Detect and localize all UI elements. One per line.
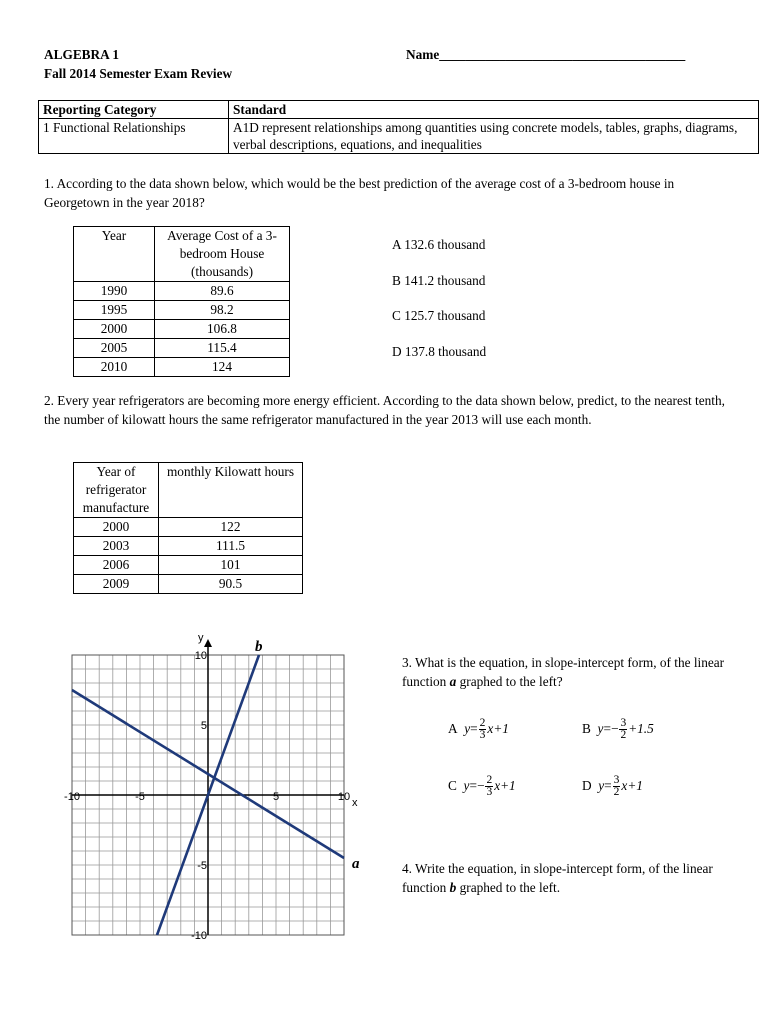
table-row [74, 463, 303, 518]
question-2-text: 2. Every year refrigerators are becoming more energy efficient. According to the data shown below, predict, to the nearest tenth, the number of kilowatt hours the same refrigerator manufactured in the year 2013 will use each month. [44, 393, 725, 427]
table-cell: 124 [155, 358, 290, 377]
x-tick-label: -5 [135, 791, 145, 803]
question-3-text [402, 654, 742, 691]
table-cell: 106.8 [155, 320, 290, 339]
q4-text-post: graphed to the left. [456, 879, 561, 895]
table-row [39, 101, 759, 119]
q3-choice-a [448, 716, 509, 742]
choice-eq: = [470, 721, 478, 736]
denominator: 3 [486, 786, 493, 799]
table-cell: 1990 [74, 282, 155, 301]
choice-y: y [463, 778, 470, 793]
table-row [74, 320, 290, 339]
y-tick-label: -10 [191, 930, 207, 942]
choice-y: y [464, 721, 471, 736]
q1-choice-c: C 125.7 thousand [392, 308, 486, 323]
choice-y: y [597, 721, 604, 736]
table-header-cell: Year [74, 227, 155, 282]
table-cell: 101 [159, 556, 303, 575]
choice-rest: +1.5 [628, 721, 654, 736]
table-row [74, 227, 290, 282]
choice-letter: D [582, 778, 592, 793]
table-header-cell: monthly Kilowatt hours [159, 463, 303, 518]
q1-choice-a: A 132.6 thousand [392, 237, 486, 252]
table-cell: 111.5 [159, 537, 303, 556]
numerator: 3 [613, 774, 620, 787]
q3-var: a [449, 673, 457, 689]
table-row [74, 575, 303, 594]
table-cell: 2006 [74, 556, 159, 575]
choice-rest: x+1 [487, 721, 509, 736]
table-cell: 2005 [74, 339, 155, 358]
x-tick-label: 5 [272, 791, 280, 803]
choice-rest: x+1 [621, 778, 643, 793]
q4-var: b [449, 879, 457, 895]
choice-letter: B [582, 721, 591, 736]
choice-sign: − [476, 778, 485, 793]
x-axis-label: x [352, 797, 358, 809]
x-tick-label: 10 [337, 791, 351, 803]
course-title: ALGEBRA 1 [44, 47, 119, 62]
table-cell: 2010 [74, 358, 155, 377]
y-tick-label: 5 [200, 720, 207, 732]
table-cell: 2003 [74, 537, 159, 556]
q3-text-post: graphed to the left? [456, 673, 563, 689]
q3-text-pre: 3. What is the equation, in slope-intercept form, of the linear function [402, 655, 725, 689]
q4-text-pre: 4. Write the equation, in slope-intercept form, of the linear function [402, 861, 713, 895]
table-row [74, 537, 303, 556]
table-cell: 98.2 [155, 301, 290, 320]
fraction [613, 775, 621, 798]
q1-choice-d: D 137.8 thousand [392, 344, 487, 359]
y-axis-arrow [204, 639, 212, 647]
table-header-cell: Standard [229, 101, 759, 119]
q3-choice-d [582, 773, 643, 799]
fraction [619, 718, 627, 741]
denominator: 2 [613, 786, 620, 799]
table-cell: 90.5 [159, 575, 303, 594]
y-tick-label: 10 [194, 650, 207, 662]
question-4-text [402, 860, 742, 897]
choice-eq: = [603, 721, 611, 736]
table-row [74, 282, 290, 301]
table-row [74, 339, 290, 358]
numerator: 2 [479, 717, 486, 730]
table-cell: 1 Functional Relationships [39, 119, 229, 154]
fraction [485, 775, 493, 798]
y-axis-label: y [198, 632, 204, 644]
term-title: Fall 2014 Semester Exam Review [44, 66, 233, 81]
table-cell: 1995 [74, 301, 155, 320]
q1-choice-b: B 141.2 thousand [392, 273, 486, 288]
reporting-table [38, 100, 759, 154]
y-tick-label: -5 [197, 860, 207, 872]
table-cell: 122 [159, 518, 303, 537]
table-cell: 115.4 [155, 339, 290, 358]
coordinate-graph [40, 625, 385, 945]
table-cell: 89.6 [155, 282, 290, 301]
table-row [74, 518, 303, 537]
choice-letter: C [448, 778, 457, 793]
table-cell: 2000 [74, 320, 155, 339]
question-1-text: 1. According to the data shown below, which would be the best prediction of the average cost of a 3-bedroom house in Georgetown in the year 2018? [44, 176, 675, 210]
fraction [479, 718, 487, 741]
choice-rest: x+1 [494, 778, 516, 793]
table-header-cell: Year of refrigerator manufacture [74, 463, 159, 518]
choice-letter: A [448, 721, 458, 736]
table-cell: 2009 [74, 575, 159, 594]
choice-sign: − [610, 721, 619, 736]
table-row [74, 301, 290, 320]
cost-table [73, 226, 290, 377]
choice-eq: = [604, 778, 612, 793]
table-row [39, 119, 759, 154]
kilowatt-table [73, 462, 303, 594]
numerator: 2 [486, 774, 493, 787]
choice-y: y [598, 778, 605, 793]
choice-eq: = [469, 778, 477, 793]
denominator: 3 [479, 729, 486, 742]
table-header-cell: Reporting Category [39, 101, 229, 119]
table-row [74, 556, 303, 575]
table-header-cell: Average Cost of a 3-bedroom House (thousands) [155, 227, 290, 282]
q3-choice-b [582, 716, 654, 742]
name-field: Name_____________________________________ [406, 47, 686, 62]
table-row [74, 358, 290, 377]
series-label-a: a [352, 856, 360, 872]
denominator: 2 [620, 729, 627, 742]
table-cell: A1D represent relationships among quantities using concrete models, tables, graphs, diagrams, verbal descriptions, equations, and inequalities [229, 119, 759, 154]
numerator: 3 [620, 717, 627, 730]
table-cell: 2000 [74, 518, 159, 537]
q3-choice-c [448, 773, 516, 799]
x-tick-label: -10 [64, 791, 80, 803]
series-label-b: b [255, 639, 263, 655]
